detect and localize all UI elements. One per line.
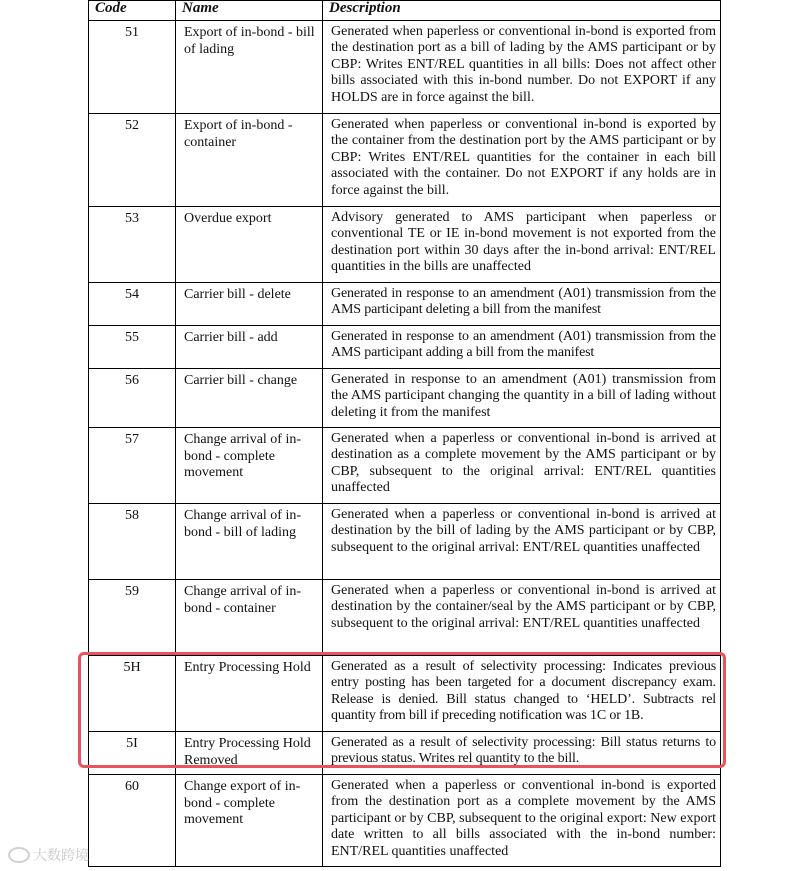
column-header-description: Description [323, 1, 721, 21]
row-code: 57 [89, 428, 176, 504]
row-code: 60 [89, 775, 176, 867]
row-name: Carrier bill - delete [176, 283, 323, 326]
table-row [89, 21, 721, 114]
watermark-text: 大数跨境 [33, 848, 89, 864]
table-header-row [89, 1, 721, 21]
table-row [89, 428, 721, 504]
row-description: Generated when a paperless or conventional in-bond is arrived at destination by the container/seal by the AMS participant or by CBP, subsequent to the original arrival: ENT/REL quantities unaffected [323, 580, 721, 656]
row-code: 59 [89, 580, 176, 656]
row-description: Generated when a paperless or conventional in-bond is arrived at destination as a complete movement by the AMS participant or by CBP, subsequent to the original arrival: ENT/REL quantities unaffected [323, 428, 721, 504]
table-row [89, 775, 721, 867]
row-name: Change export of in-bond - complete movement [176, 775, 323, 867]
row-description: Generated as a result of selectivity processing: Indicates previous entry posting has been targeted for a document discrepancy exam. Release is denied. Bill status changed to ‘HELD’. Subtracts rel quantity from bill if preceding notification was 1C or 1B. [323, 656, 721, 732]
row-code: 52 [89, 114, 176, 207]
watermark-logo-icon [8, 847, 30, 863]
row-code: 58 [89, 504, 176, 580]
table-row [89, 504, 721, 580]
table-row [89, 326, 721, 369]
table-row [89, 580, 721, 656]
column-header-code: Code [89, 1, 176, 21]
row-code: 53 [89, 207, 176, 283]
watermark [8, 845, 89, 865]
row-description: Generated in response to an amendment (A01) transmission from the AMS participant changing the quantity in a bill of lading without deleting it from the manifest [323, 369, 721, 428]
row-description: Generated when paperless or conventional in-bond is exported from the destination port as a bill of lading by the AMS participant or by CBP: Writes ENT/REL quantities in all bills: Does not affect other bills associated with this in-bond number. Do not EXPORT if any HOLDS are in force against the bill. [323, 21, 721, 114]
row-description: Generated when paperless or conventional in-bond is exported by the container from the destination port by the AMS participant or by CBP: Writes ENT/REL quantities for the container in each bill associated with the container. Do not EXPORT if any holds are in force against the bill. [323, 114, 721, 207]
row-description: Generated as a result of selectivity processing: Bill status returns to previous status. Writes rel quantity to the bill. [323, 732, 721, 775]
row-code: 5H [89, 656, 176, 732]
row-code: 56 [89, 369, 176, 428]
table-row [89, 114, 721, 207]
row-code: 51 [89, 21, 176, 114]
row-name: Change arrival of in-bond - container [176, 580, 323, 656]
row-name: Carrier bill - change [176, 369, 323, 428]
row-name: Change arrival of in-bond - bill of lading [176, 504, 323, 580]
row-name: Overdue export [176, 207, 323, 283]
row-name: Export of in-bond - container [176, 114, 323, 207]
row-description: Advisory generated to AMS participant when paperless or conventional TE or IE in-bond movement is not exported from the destination port within 30 days after the in-bond arrival: ENT/REL quantities in the bills are unaffected [323, 207, 721, 283]
row-description: Generated when a paperless or conventional in-bond is arrived at destination by the bill of lading by the AMS participant or by CBP, subsequent to the original arrival: ENT/REL quantities unaffected [323, 504, 721, 580]
row-code: 54 [89, 283, 176, 326]
row-name: Entry Processing Hold Removed [176, 732, 323, 775]
row-code: 55 [89, 326, 176, 369]
row-description: Generated when a paperless or conventional in-bond is exported from the destination port as a complete movement by the AMS participant or by CBP, subsequent to the original export: New export date written to all bills associated with the in-bond number: ENT/REL quantities unaffected [323, 775, 721, 867]
row-description: Generated in response to an amendment (A01) transmission from the AMS participant deleting a bill from the manifest [323, 283, 721, 326]
table-row [89, 369, 721, 428]
row-name: Export of in-bond - bill of lading [176, 21, 323, 114]
row-name: Change arrival of in-bond - complete movement [176, 428, 323, 504]
row-code: 5I [89, 732, 176, 775]
table-row [89, 207, 721, 283]
row-description: Generated in response to an amendment (A01) transmission from the AMS participant adding a bill from the manifest [323, 326, 721, 369]
row-name: Carrier bill - add [176, 326, 323, 369]
row-name: Entry Processing Hold [176, 656, 323, 732]
table-row [89, 283, 721, 326]
highlight-box [78, 652, 726, 768]
column-header-name: Name [176, 1, 323, 21]
